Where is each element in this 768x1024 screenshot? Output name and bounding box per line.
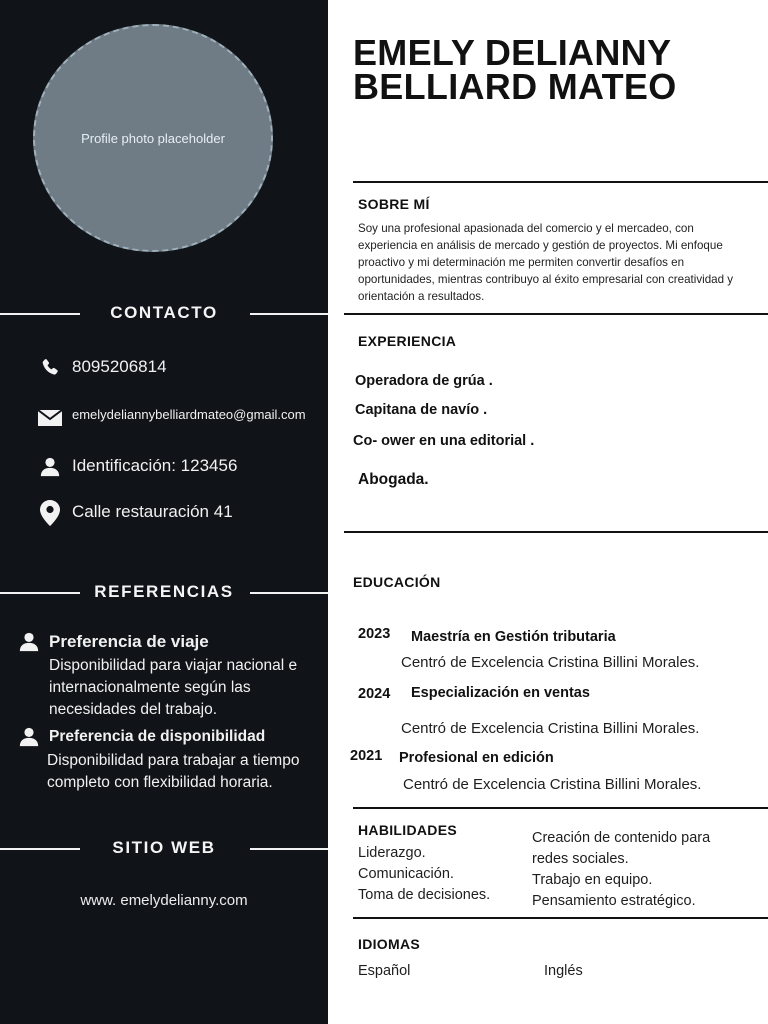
- language-item: Inglés: [544, 963, 583, 979]
- skill-item: Toma de decisiones.: [358, 887, 491, 903]
- skill-item: Liderazgo.: [358, 845, 426, 861]
- languages-title: IDIOMAS: [358, 936, 420, 952]
- experience-title: EXPERIENCIA: [358, 333, 457, 349]
- email-address: emelydeliannybelliardmateo@gmail.com: [72, 407, 306, 422]
- about-text: Soy una profesional apasionada del comercio y el mercadeo, con experiencia en análisis de mercado y gestión de proyectos. Mi enfoque proactivo y mi determinación me permiten convertir desafíos en oportunidades, mientras contribuyo al éxito empresarial con creatividad y orientación a resultados.: [358, 222, 734, 303]
- reference-item: [18, 631, 318, 721]
- person-icon: [18, 726, 40, 748]
- references-section-header: [0, 581, 328, 603]
- contact-address: [38, 501, 233, 525]
- divider: [344, 313, 768, 315]
- references-title: REFERENCIAS: [94, 582, 234, 601]
- education-degree: Maestría en Gestión tributaria: [411, 629, 616, 645]
- education-degree: Profesional en edición: [399, 750, 554, 766]
- divider: [250, 848, 328, 850]
- name-line-2: BELLIARD MATEO: [353, 66, 677, 107]
- skill-item: Trabajo en equipo.: [532, 872, 653, 888]
- skills-list-left: [358, 843, 490, 906]
- reference-name: Preferencia de viaje: [49, 632, 209, 651]
- identification: Identificación: 123456: [72, 456, 238, 475]
- language-item: Español: [358, 963, 411, 979]
- full-name: [353, 32, 677, 107]
- experience-item: Operadora de grúa .: [355, 373, 493, 389]
- education-year: 2024: [358, 686, 391, 702]
- experience-item: Co- ower en una editorial .: [353, 433, 535, 449]
- location-pin-icon: [38, 501, 62, 525]
- education-year: 2023: [358, 626, 391, 642]
- divider: [353, 807, 768, 809]
- skill-item: Pensamiento estratégico.: [532, 893, 696, 909]
- person-icon: [38, 455, 62, 479]
- address: Calle restauración 41: [72, 502, 233, 521]
- contact-phone: [38, 356, 167, 380]
- reference-item: [18, 726, 318, 794]
- contact-title: CONTACTO: [110, 303, 218, 322]
- website-section-header: [0, 837, 328, 859]
- skill-item: redes sociales.: [532, 851, 629, 867]
- name-line-1: EMELY DELIANNY: [353, 32, 672, 73]
- phone-icon: [38, 356, 62, 380]
- person-icon: [18, 631, 40, 653]
- divider: [344, 531, 768, 533]
- website-title: SITIO WEB: [112, 838, 216, 857]
- skills-list-right: [532, 828, 710, 912]
- education-institution: Centró de Excelencia Cristina Billini Morales.: [401, 654, 700, 671]
- education-title: EDUCACIÓN: [353, 574, 441, 590]
- mail-icon: [38, 406, 62, 430]
- education-institution: Centró de Excelencia Cristina Billini Morales.: [403, 776, 702, 793]
- profile-photo-placeholder: [33, 24, 273, 252]
- experience-item: Capitana de navío .: [355, 402, 488, 418]
- experience-item: Abogada.: [358, 471, 429, 488]
- contact-section-header: [0, 302, 328, 324]
- sidebar: [0, 0, 328, 1024]
- contact-email: [38, 406, 316, 430]
- divider: [250, 592, 328, 594]
- divider: [250, 313, 328, 315]
- contact-id: [38, 455, 237, 479]
- skill-item: Creación de contenido para: [532, 830, 711, 846]
- reference-text: Disponibilidad para viajar nacional e internacionalmente según las necesidades del trabajo.: [49, 657, 298, 718]
- skills-title: HABILIDADES: [358, 822, 457, 838]
- education-year: 2021: [350, 748, 383, 764]
- photo-placeholder-label: Profile photo placeholder: [81, 130, 225, 146]
- skill-item: Comunicación.: [358, 866, 454, 882]
- divider: [353, 917, 768, 919]
- phone-number: 8095206814: [72, 357, 167, 376]
- website-url[interactable]: www. emelydelianny.com: [80, 892, 248, 909]
- divider: [353, 181, 768, 183]
- education-institution: Centró de Excelencia Cristina Billini Morales.: [401, 720, 700, 737]
- reference-name: Preferencia de disponibilidad: [49, 728, 266, 745]
- education-degree: Especialización en ventas: [411, 685, 590, 701]
- reference-text: Disponibilidad para trabajar a tiempo completo con flexibilidad horaria.: [47, 752, 300, 791]
- about-title: SOBRE MÍ: [358, 196, 430, 212]
